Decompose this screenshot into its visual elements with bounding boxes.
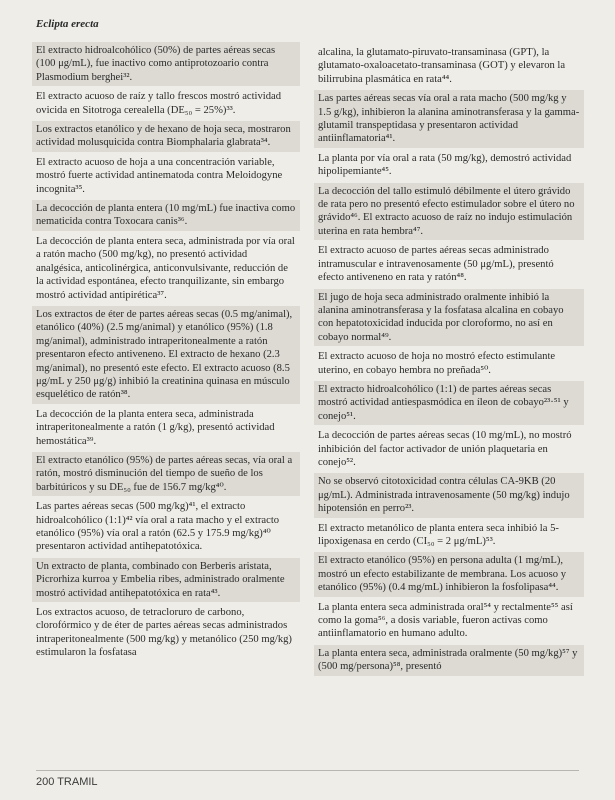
paragraph: El extracto etanólico (95%) en persona adulta (1 mg/mL), mostró un efecto estabilizante de membrana. Los acuoso y etanólico (95%) (0.4 mg/mL) inhibieron la fosfolipasa⁴⁴. bbox=[318, 554, 580, 594]
paragraph: El extracto hidroalcohólico (1:1) de partes aéreas secas mostró actividad antiespasmódica en íleon de cobayo²³·⁵¹ y conejo⁵¹. bbox=[318, 383, 580, 423]
footer-divider bbox=[36, 770, 579, 771]
paragraph: El extracto acuoso de hoja no mostró efecto estimulante uterino, en cobayo hembra no preñada⁵⁰. bbox=[318, 351, 556, 376]
page-footer: 200 TRAMIL bbox=[36, 776, 98, 788]
paragraph: Los extractos etanólico y de hexano de hoja seca, mostraron actividad molusquicida contra Biomphalaria glabrata³⁴. bbox=[36, 123, 296, 150]
paragraph: El extracto acuoso de hoja a una concentración variable, mostró fuerte actividad antinematoda contra Meloidogyne incognita³⁵. bbox=[36, 156, 283, 195]
paragraph: El extracto acuoso de raíz y tallo frescos mostró actividad ovicida en Sitotroga cerealella (DE₅₀ = 25%)³³. bbox=[36, 91, 282, 116]
paragraph: Las partes aéreas secas (500 mg/kg)⁴¹, el extracto hidroalcohólico (1:1)⁴² vía oral a rata macho y el extracto etanólico (95%) vía oral a ratón (62.5 y 175.9 mg/kg)⁴⁰ presentaron actividad antihepatotóxica. bbox=[36, 501, 280, 553]
paragraph: La planta entera seca administrada oral⁵⁴ y rectalmente⁵⁵ así como la goma⁵⁶, a dosis variable, fueron activas como antiinflamatorio en humano adulto. bbox=[318, 601, 573, 640]
paragraph: alcalina, la glutamato-piruvato-transaminasa (GPT), la glutamato-oxaloacetato-transaminasa (GOT) y elevaron la bilirrubina plasmática en rata⁴⁴. bbox=[318, 47, 566, 85]
left-column bbox=[36, 44, 296, 666]
paragraph: Las partes aéreas secas vía oral a rata macho (500 mg/kg y 1.5 g/kg), inhibieron la alanina aminotransferasa y la gamma-glutamil transpeptidasa y presentaron actividad antiinflamatoria⁴¹. bbox=[318, 92, 580, 146]
right-column bbox=[318, 46, 580, 680]
paragraph: La planta entera seca, administrada oralmente (50 mg/kg)⁵⁷ y (500 mg/persona)⁵⁸, presentó bbox=[318, 647, 580, 674]
paragraph: El extracto hidroalcohólico (50%) de partes aéreas secas (100 μg/mL), fue inactivo como antiprotozoario contra Plasmodium berghei³². bbox=[36, 44, 296, 84]
paragraph: La decocción de planta entera (10 mg/mL) fue inactiva como nematicida contra Toxocara canis³⁶. bbox=[36, 202, 296, 229]
paragraph: El extracto metanólico de planta entera seca inhibió la 5-lipoxigenasa en cerdo (CI₅₀ = 2 μg/mL)⁵³. bbox=[318, 522, 559, 547]
paragraph: La decocción del tallo estimuló débilmente el útero grávido de rata pero no presentó efecto estimulador sobre el útero no grávido⁴⁶. El extracto acuoso de raíz no indujo estimulación uterina en rata hembra⁴⁷. bbox=[318, 185, 580, 239]
paragraph: La decocción de planta entera seca, administrada por vía oral a ratón macho (500 mg/kg), no presentó actividad analgésica, anticolinérgica, anticonvulsivante, reducción de la actividad espontánea, efecto tranquilizante, sin embargo mostró actividad antipirética³⁷. bbox=[36, 235, 295, 301]
paragraph: El extracto etanólico (95%) de partes aéreas secas, vía oral a ratón, mostró disminución del tiempo de sueño de los barbitúricos y su DE₅₀ fue de 156.7 mg/kg⁴⁰. bbox=[36, 454, 296, 494]
page-header-title: Eclipta erecta bbox=[36, 18, 99, 30]
paragraph: No se observó citotoxicidad contra células CA-9KB (20 μg/mL). Administrada intravenosamente (50 mg/kg) indujo hipotensión en perro²³. bbox=[318, 475, 580, 515]
paragraph: La decocción de la planta entera seca, administrada intraperitonealmente a ratón (1 g/kg), presentó actividad hemostática³⁹. bbox=[36, 408, 275, 447]
paragraph: El extracto acuoso de partes aéreas secas administrado intramuscular e intravenosamente (50 μg/mL), presentó efecto antiveneno en rata y ratón⁴⁸. bbox=[318, 245, 554, 284]
paragraph: La planta por vía oral a rata (50 mg/kg), demostró actividad hipolipemiante⁴⁵. bbox=[318, 152, 572, 178]
paragraph: Un extracto de planta, combinado con Berberis aristata, Picrorhiza kurroa y Embelia ribes, administrado oralmente mostró actividad antihepatotóxica en rata⁴³. bbox=[36, 560, 296, 600]
paragraph: El jugo de hoja seca administrado oralmente inhibió la alanina aminotransferasa y la fosfatasa alcalina en cobayo con hepatotoxicidad inducida por cloroformo, no así en cobayo normal⁴⁹. bbox=[318, 291, 580, 345]
paragraph: Los extractos de éter de partes aéreas secas (0.5 mg/animal), etanólico (40%) (2.5 mg/animal) y etanólico (95%) (1.8 mg/animal), administrado intraperitonealmente a ratón presentaron efecto antiveneno. El extracto de hexano (2.3 mg/animal), no presentó este efecto. El extracto acuoso (8.5 μg/mL y 250 μg/g) inhibió la creatinina quinasa en músculo esquelético de ratón³⁸. bbox=[36, 308, 296, 402]
paragraph: La decocción de partes aéreas secas (10 mg/mL), no mostró inhibición del factor activador de unión plaquetaria en conejo⁵². bbox=[318, 430, 572, 468]
paragraph: Los extractos acuoso, de tetracloruro de carbono, clorofórmico y de éter de partes aéreas secas administrados intraperitonealmente (500 mg/kg) y metanólico (250 mg/kg) estimularon la fosfatasa bbox=[36, 607, 292, 659]
